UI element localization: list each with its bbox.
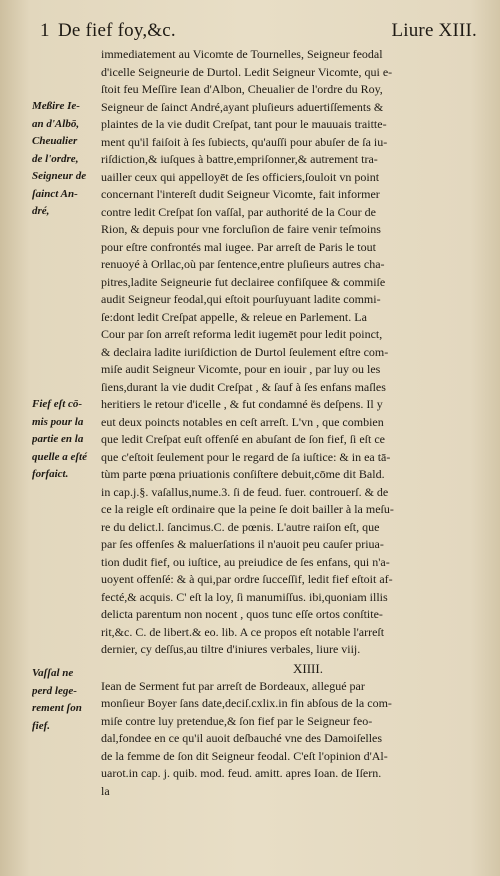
text-line: renuoyé à Orllac,où par ſentence,entre pluſieurs autres cha- — [101, 257, 385, 271]
main-text — [101, 46, 485, 800]
text-line: ment qu'il faiſoit à ſes ſubiects, qu'auſſi pour abuſer de ſa iu- — [101, 134, 388, 149]
text-line: heritiers le retour d'icelle , & fut condamné ës deſpens. Il y — [101, 397, 383, 411]
book-label: Liure XIII. — [391, 20, 477, 41]
margin-note-line: Meßire Ie- — [32, 100, 80, 112]
page-number: 1 — [40, 20, 50, 41]
section-heading: XIIII. — [293, 660, 323, 676]
text-line: audit Seigneur feodal,qui eſtoit pourſuyuant ladite commi- — [101, 292, 381, 306]
text-line: Seigneur de ſainct André,ayant pluſieurs aduertiſſements & — [101, 99, 384, 114]
text-line: dal,fondee en ce qu'il auoit deſbauché vne des Damoiſelles — [101, 731, 383, 745]
text-line: fecté,& acquis. C' eſt la loy, ſi manumiſſus. ibi,quoniam illis — [101, 589, 388, 604]
text-line: ſe:dont ledit Creſpat appelle, & releue en Parlement. La — [101, 309, 367, 324]
text-line: ce la reigle eſt ordinaire que la peine ſe doit bailler à la meſu- — [101, 502, 394, 516]
text-line: miſe contre luy pretendue,& ſon fief par le Seigneur feo- — [101, 713, 373, 728]
text-line: Rion, & depuis pour vne forcluſion de faire venir teſmoins — [101, 222, 381, 236]
margin-note-line: forfaict. — [32, 468, 69, 480]
text-line: que c'eſtoit ſeulement pour le regard de ſa iuſtice: & in ea tā- — [101, 449, 391, 464]
margin-note-line: Fief eſt cō- — [32, 398, 83, 410]
body-paragraph — [101, 46, 485, 659]
text-line: immediatement au Vicomte de Tournelles, Seigneur feodal — [101, 47, 383, 61]
text-line: la — [101, 783, 110, 798]
margin-note-line: Vaſſal ne — [32, 667, 74, 679]
text-line: que ledit Creſpat euſt offenſé en abuſant de ſon fief, ſi eſt ce — [101, 432, 386, 446]
margin-note-line: perd lege- — [32, 684, 77, 697]
text-line: pour eſtre confrontés mal iugee. Par arreſt de Paris le tout — [101, 239, 376, 254]
margin-note-line: rement ſon — [32, 702, 82, 714]
text-line: d'icelle Seigneurie de Durtol. Ledit Seigneur Vicomte, qui e- — [101, 64, 393, 79]
text-line: riſdiction,& iuſques à battre,empriſonner,& autrement tra- — [101, 152, 378, 166]
margin-note-line: partie en la — [32, 433, 84, 445]
text-line: de la femme de ſon dit Seigneur feodal. C'eſt l'opinion d'Al- — [101, 748, 388, 763]
margin-note — [32, 98, 100, 221]
section-paragraph — [101, 678, 485, 801]
text-line: in cap.j.§. vaſallus,nume.3. ſi de feud. fuer. controuerſ. & de — [101, 484, 389, 499]
margin-note-line: an d'Albō, — [32, 117, 80, 130]
text-line: monſieur Boyer ſans date,deciſ.cxlix.in fin abſous de la com- — [101, 696, 392, 710]
text-line: miſe audit Seigneur Vicomte, pour en iouir , par luy ou les — [101, 362, 381, 376]
text-line: uoyent offenſé: & à qui,par ordre ſucceſſif, ledit fief eſtoit af- — [101, 572, 393, 586]
margin-note-line: Cheualier — [32, 135, 78, 147]
text-line: delicta parentum non nocent , quos tunc eſſe ortos conſtite- — [101, 607, 383, 621]
text-line: concernant l'intereſt dudit Seigneur Vicomte, fait informer — [101, 187, 380, 201]
margin-note-line: dré, — [32, 205, 50, 217]
margin-note-line: ſainct An- — [32, 187, 78, 200]
margin-note-line: fief. — [32, 719, 51, 732]
text-line: uailler ceux qui appelloyēt de ſes officiers,ſouloit vn point — [101, 169, 380, 184]
text-line: plaintes de la vie dudit Creſpat, tant pour le mauuais traitte- — [101, 117, 387, 131]
text-line: re du delict.l. ſancimus.C. de pœnis. L'autre raiſon eſt, que — [101, 519, 380, 534]
text-line: & declaira ladite iuriſdiction de Durtol ſeulement eſtre com- — [101, 344, 389, 359]
page-header — [40, 20, 485, 42]
text-line: rit,&c. C. de libert.& eo. lib. A ce propos eſt notable l'arreſt — [101, 624, 385, 639]
margin-note-line: mis pour la — [32, 415, 84, 428]
text-line: tion dudit fief, ou iuſtice, au preiudice de ſes enfans, qui n'a- — [101, 554, 390, 569]
margin-note — [32, 665, 100, 735]
text-line: pitres,ladite Seigneurie fut declairee confiſquee & commiſe — [101, 274, 386, 289]
text-line: Cour par ſon arreſt reforma ledit iugemēt pour ledit poinct, — [101, 327, 383, 341]
text-line: ſtoit feu Meſſire Iean d'Albon, Cheualier de l'ordre du Roy, — [101, 82, 383, 96]
margin-note-line: Seigneur de — [32, 170, 87, 182]
margin-note — [32, 396, 100, 484]
text-line: dernier, cy deſſus,au tiltre d'iniures verbales, liure viij. — [101, 642, 361, 656]
text-line: tùm parte pœna priuationis conſiſtere debuit,cōme dit Bald. — [101, 467, 385, 481]
text-line: contre ledit Creſpat ſon vaſſal, par authorité de la Cour de — [101, 204, 376, 219]
text-line: uarot.in cap. j. quib. mod. feud. amitt. apres Ioan. de Iſern. — [101, 766, 382, 780]
running-title: De fief foy,&c. — [58, 20, 176, 41]
text-line: Iean de Serment fut par arreſt de Bordeaux, allegué par — [101, 678, 365, 693]
margin-note-line: quelle a eſté — [32, 450, 87, 463]
text-line: ſiens,durant la vie dudit Creſpat , & ſauf à ſes enfans maſles — [101, 379, 386, 394]
margin-note-line: de l'ordre, — [32, 152, 79, 165]
text-line: eut deux poincts notables en ceſt arreſt. L'vn , que combien — [101, 414, 384, 429]
text-line: par ſes offenſes & maluerſations il n'auoit peu cauſer priua- — [101, 537, 384, 551]
